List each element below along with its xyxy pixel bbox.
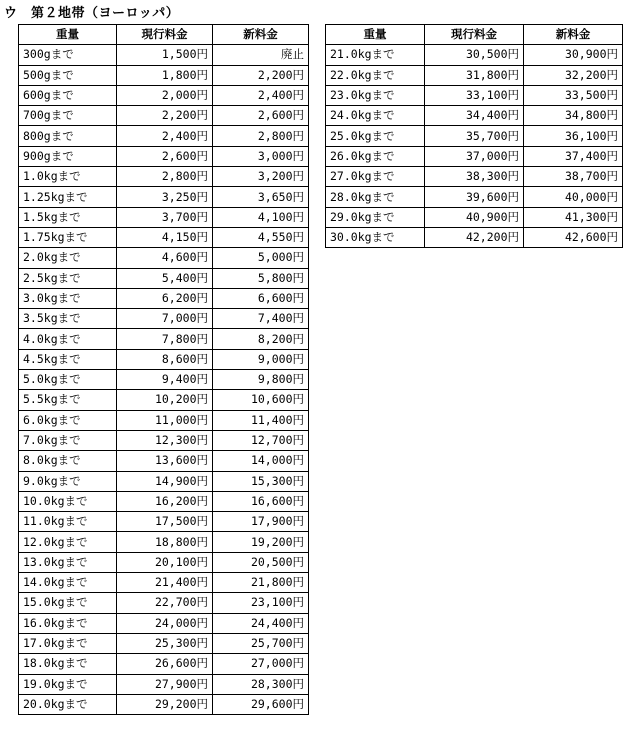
current-rate-cell: 8,600円 (117, 349, 213, 369)
new-rate-cell: 2,800円 (213, 126, 309, 146)
table-row (19, 674, 309, 694)
current-rate-column-header: 現行料金 (425, 25, 524, 45)
weight-cell: 5.5kgまで (19, 390, 117, 410)
table-row (326, 126, 623, 146)
new-rate-cell: 3,200円 (213, 167, 309, 187)
new-rate-cell: 3,650円 (213, 187, 309, 207)
table-row (19, 512, 309, 532)
weight-cell: 8.0kgまで (19, 451, 117, 471)
new-rate-cell: 29,600円 (213, 694, 309, 714)
new-rate-cell: 4,100円 (213, 207, 309, 227)
weight-cell: 14.0kgまで (19, 573, 117, 593)
new-rate-cell: 19,200円 (213, 532, 309, 552)
current-rate-cell: 31,800円 (425, 65, 524, 85)
current-rate-cell: 2,600円 (117, 146, 213, 166)
current-rate-cell: 5,400円 (117, 268, 213, 288)
table-row (19, 552, 309, 572)
table-row (19, 248, 309, 268)
weight-cell: 17.0kgまで (19, 633, 117, 653)
weight-cell: 11.0kgまで (19, 512, 117, 532)
table-row (19, 227, 309, 247)
new-rate-cell: 11,400円 (213, 410, 309, 430)
weight-cell: 2.5kgまで (19, 268, 117, 288)
rate-table-right-body (326, 45, 623, 248)
weight-cell: 12.0kgまで (19, 532, 117, 552)
new-rate-cell: 41,300円 (524, 207, 623, 227)
weight-cell: 26.0kgまで (326, 146, 425, 166)
weight-cell: 21.0kgまで (326, 45, 425, 65)
weight-cell: 15.0kgまで (19, 593, 117, 613)
weight-cell: 900gまで (19, 146, 117, 166)
rate-table-right (325, 24, 623, 248)
table-row (19, 613, 309, 633)
table-row (19, 370, 309, 390)
table-row (326, 65, 623, 85)
table-row (19, 430, 309, 450)
new-rate-cell: 30,900円 (524, 45, 623, 65)
new-rate-cell: 27,000円 (213, 654, 309, 674)
current-rate-cell: 9,400円 (117, 370, 213, 390)
weight-cell: 1.75kgまで (19, 227, 117, 247)
rate-table-left-body (19, 45, 309, 715)
current-rate-column-header: 現行料金 (117, 25, 213, 45)
new-rate-cell: 10,600円 (213, 390, 309, 410)
new-rate-cell: 4,550円 (213, 227, 309, 247)
new-rate-cell: 38,700円 (524, 167, 623, 187)
new-rate-column-header: 新料金 (213, 25, 309, 45)
table-row (19, 390, 309, 410)
weight-cell: 9.0kgまで (19, 471, 117, 491)
weight-cell: 28.0kgまで (326, 187, 425, 207)
table-row (19, 106, 309, 126)
table-row (19, 410, 309, 430)
weight-column-header: 重量 (326, 25, 425, 45)
new-rate-cell: 21,800円 (213, 573, 309, 593)
weight-cell: 1.25kgまで (19, 187, 117, 207)
new-rate-cell: 37,400円 (524, 146, 623, 166)
table-row (19, 329, 309, 349)
weight-cell: 27.0kgまで (326, 167, 425, 187)
table-row (326, 167, 623, 187)
new-rate-cell: 5,000円 (213, 248, 309, 268)
weight-cell: 20.0kgまで (19, 694, 117, 714)
table-row (19, 573, 309, 593)
weight-cell: 1.5kgまで (19, 207, 117, 227)
weight-cell: 19.0kgまで (19, 674, 117, 694)
table-row (19, 633, 309, 653)
new-rate-cell: 32,200円 (524, 65, 623, 85)
table-row (19, 491, 309, 511)
new-rate-cell: 23,100円 (213, 593, 309, 613)
weight-column-header: 重量 (19, 25, 117, 45)
table-row (326, 227, 623, 247)
weight-cell: 10.0kgまで (19, 491, 117, 511)
current-rate-cell: 21,400円 (117, 573, 213, 593)
new-rate-cell: 17,900円 (213, 512, 309, 532)
new-rate-cell: 2,600円 (213, 106, 309, 126)
weight-cell: 5.0kgまで (19, 370, 117, 390)
new-rate-cell: 34,800円 (524, 106, 623, 126)
weight-cell: 7.0kgまで (19, 430, 117, 450)
new-rate-cell: 2,400円 (213, 85, 309, 105)
current-rate-cell: 2,800円 (117, 167, 213, 187)
table-row (326, 146, 623, 166)
current-rate-cell: 17,500円 (117, 512, 213, 532)
table-row (19, 268, 309, 288)
new-rate-cell: 5,800円 (213, 268, 309, 288)
new-rate-cell: 7,400円 (213, 309, 309, 329)
table-row (19, 85, 309, 105)
current-rate-cell: 38,300円 (425, 167, 524, 187)
table-row (19, 532, 309, 552)
new-rate-cell: 14,000円 (213, 451, 309, 471)
new-rate-cell: 6,600円 (213, 288, 309, 308)
current-rate-cell: 2,000円 (117, 85, 213, 105)
table-row (19, 654, 309, 674)
weight-cell: 4.0kgまで (19, 329, 117, 349)
table-row (19, 45, 309, 65)
weight-cell: 2.0kgまで (19, 248, 117, 268)
new-rate-cell: 廃止 (213, 45, 309, 65)
weight-cell: 29.0kgまで (326, 207, 425, 227)
current-rate-cell: 1,500円 (117, 45, 213, 65)
table-row (19, 65, 309, 85)
current-rate-cell: 24,000円 (117, 613, 213, 633)
table-row (326, 207, 623, 227)
weight-cell: 30.0kgまで (326, 227, 425, 247)
current-rate-cell: 2,400円 (117, 126, 213, 146)
table-row (19, 694, 309, 714)
new-rate-cell: 15,300円 (213, 471, 309, 491)
new-rate-cell: 25,700円 (213, 633, 309, 653)
current-rate-cell: 11,000円 (117, 410, 213, 430)
new-rate-cell: 20,500円 (213, 552, 309, 572)
current-rate-cell: 40,900円 (425, 207, 524, 227)
current-rate-cell: 7,800円 (117, 329, 213, 349)
new-rate-cell: 28,300円 (213, 674, 309, 694)
weight-cell: 800gまで (19, 126, 117, 146)
weight-cell: 1.0kgまで (19, 167, 117, 187)
current-rate-cell: 22,700円 (117, 593, 213, 613)
current-rate-cell: 37,000円 (425, 146, 524, 166)
current-rate-cell: 7,000円 (117, 309, 213, 329)
table-row (326, 106, 623, 126)
current-rate-cell: 14,900円 (117, 471, 213, 491)
current-rate-cell: 25,300円 (117, 633, 213, 653)
weight-cell: 18.0kgまで (19, 654, 117, 674)
new-rate-cell: 42,600円 (524, 227, 623, 247)
current-rate-cell: 10,200円 (117, 390, 213, 410)
new-rate-cell: 9,800円 (213, 370, 309, 390)
table-row (326, 85, 623, 105)
weight-cell: 13.0kgまで (19, 552, 117, 572)
weight-cell: 4.5kgまで (19, 349, 117, 369)
header-row (326, 25, 623, 45)
new-rate-cell: 40,000円 (524, 187, 623, 207)
current-rate-cell: 6,200円 (117, 288, 213, 308)
current-rate-cell: 34,400円 (425, 106, 524, 126)
current-rate-cell: 35,700円 (425, 126, 524, 146)
current-rate-cell: 1,800円 (117, 65, 213, 85)
new-rate-cell: 8,200円 (213, 329, 309, 349)
weight-cell: 3.0kgまで (19, 288, 117, 308)
current-rate-cell: 18,800円 (117, 532, 213, 552)
current-rate-cell: 3,700円 (117, 207, 213, 227)
current-rate-cell: 4,600円 (117, 248, 213, 268)
section-heading: ウ 第２地帯（ヨーロッパ） (4, 6, 180, 21)
table-row (19, 349, 309, 369)
new-rate-cell: 9,000円 (213, 349, 309, 369)
weight-cell: 6.0kgまで (19, 410, 117, 430)
table-row (326, 187, 623, 207)
weight-cell: 600gまで (19, 85, 117, 105)
new-rate-cell: 12,700円 (213, 430, 309, 450)
table-row (19, 471, 309, 491)
current-rate-cell: 27,900円 (117, 674, 213, 694)
current-rate-cell: 30,500円 (425, 45, 524, 65)
weight-cell: 700gまで (19, 106, 117, 126)
new-rate-cell: 2,200円 (213, 65, 309, 85)
current-rate-cell: 13,600円 (117, 451, 213, 471)
current-rate-cell: 20,100円 (117, 552, 213, 572)
weight-cell: 3.5kgまで (19, 309, 117, 329)
new-rate-cell: 36,100円 (524, 126, 623, 146)
table-row (19, 451, 309, 471)
weight-cell: 23.0kgまで (326, 85, 425, 105)
weight-cell: 24.0kgまで (326, 106, 425, 126)
current-rate-cell: 42,200円 (425, 227, 524, 247)
current-rate-cell: 16,200円 (117, 491, 213, 511)
header-row (19, 25, 309, 45)
current-rate-cell: 2,200円 (117, 106, 213, 126)
current-rate-cell: 26,600円 (117, 654, 213, 674)
table-row (326, 45, 623, 65)
current-rate-cell: 33,100円 (425, 85, 524, 105)
table-row (19, 593, 309, 613)
current-rate-cell: 29,200円 (117, 694, 213, 714)
table-row (19, 288, 309, 308)
weight-cell: 500gまで (19, 65, 117, 85)
current-rate-cell: 3,250円 (117, 187, 213, 207)
table-row (19, 309, 309, 329)
current-rate-cell: 12,300円 (117, 430, 213, 450)
current-rate-cell: 4,150円 (117, 227, 213, 247)
rate-table-left (18, 24, 309, 715)
current-rate-cell: 39,600円 (425, 187, 524, 207)
weight-cell: 22.0kgまで (326, 65, 425, 85)
table-row (19, 207, 309, 227)
weight-cell: 16.0kgまで (19, 613, 117, 633)
table-row (19, 146, 309, 166)
new-rate-cell: 3,000円 (213, 146, 309, 166)
weight-cell: 25.0kgまで (326, 126, 425, 146)
new-rate-column-header: 新料金 (524, 25, 623, 45)
new-rate-cell: 24,400円 (213, 613, 309, 633)
table-row (19, 167, 309, 187)
new-rate-cell: 33,500円 (524, 85, 623, 105)
weight-cell: 300gまで (19, 45, 117, 65)
table-row (19, 187, 309, 207)
table-row (19, 126, 309, 146)
new-rate-cell: 16,600円 (213, 491, 309, 511)
